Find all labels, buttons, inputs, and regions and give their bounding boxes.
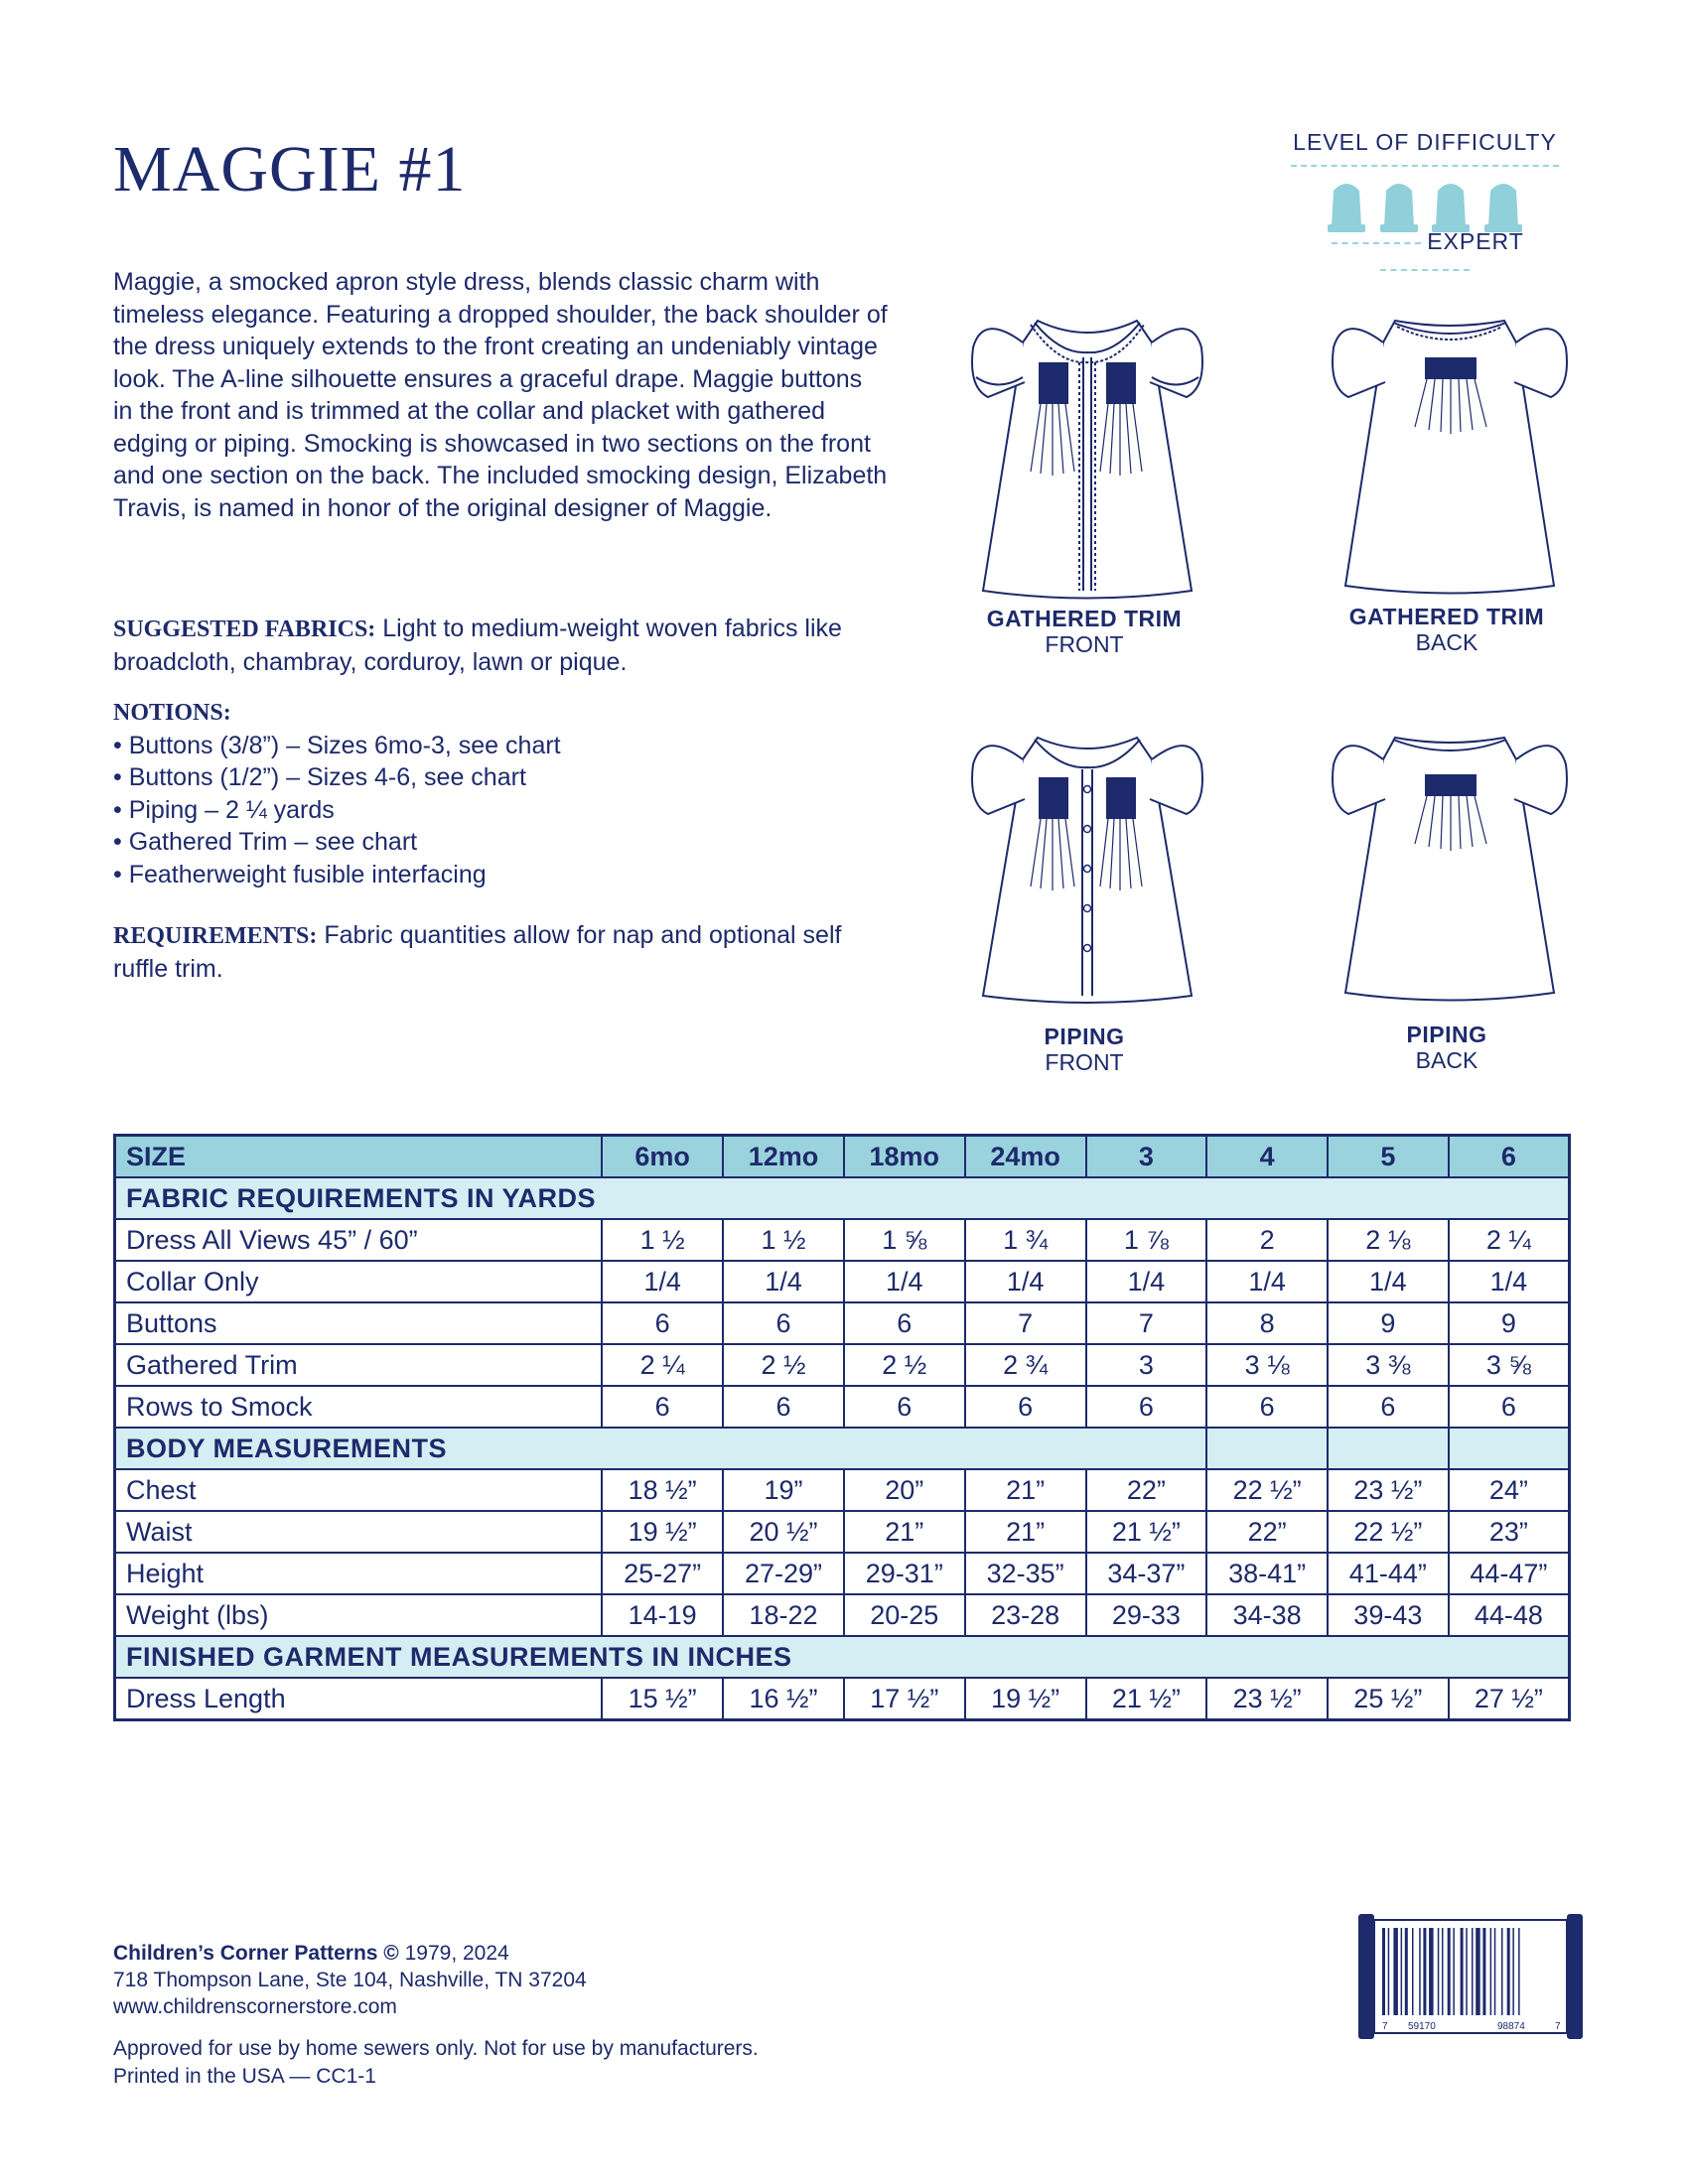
requirements-section [113, 919, 888, 985]
company-name: Children’s Corner Patterns © [113, 1942, 399, 1965]
table-cell: 6 [602, 1386, 723, 1428]
row-label: Chest [115, 1469, 603, 1511]
table-cell: 25 ½” [1328, 1678, 1449, 1720]
size-chart-table [113, 1134, 1571, 1721]
table-cell: 21 ½” [1086, 1511, 1207, 1553]
row-label: Waist [115, 1511, 603, 1553]
barcode-bar [1512, 1928, 1514, 2015]
barcode-bar [1393, 1928, 1398, 2015]
notion-item: • Buttons (3/8”) – Sizes 6mo-3, see chart [113, 730, 888, 762]
table-cell: 22” [1086, 1469, 1207, 1511]
view-caption [1318, 1022, 1576, 1073]
size-column-header: 6 [1449, 1136, 1570, 1178]
requirements-heading: REQUIREMENTS: [113, 923, 318, 949]
table-row [115, 1594, 1570, 1636]
table-cell: 27-29” [723, 1553, 844, 1594]
table-cell: 32-35” [965, 1553, 1086, 1594]
difficulty-label: LEVEL OF DIFFICULTY [1293, 129, 1557, 155]
section-title: BODY MEASUREMENTS [115, 1428, 1207, 1469]
barcode-bar [1476, 1928, 1480, 2015]
table-cell: 1/4 [1206, 1261, 1328, 1302]
row-label: Rows to Smock [115, 1386, 603, 1428]
table-cell: 1/4 [1086, 1261, 1207, 1302]
table-cell: 14-19 [602, 1594, 723, 1636]
table-cell: 29-33 [1086, 1594, 1207, 1636]
page-title: MAGGIE #1 [113, 133, 467, 205]
section-row [115, 1636, 1570, 1678]
section-title: FABRIC REQUIREMENTS IN YARDS [115, 1177, 1570, 1219]
table-cell: 19 ½” [602, 1511, 723, 1553]
size-column-header: 24mo [965, 1136, 1086, 1178]
thimble-icon [1482, 175, 1524, 234]
barcode-bar [1412, 1928, 1414, 2015]
table-row [115, 1261, 1570, 1302]
size-column-header: 12mo [723, 1136, 844, 1178]
table-cell: 6 [965, 1386, 1086, 1428]
barcode-bar [1507, 1928, 1510, 2015]
view-caption-side: FRONT [1045, 631, 1124, 657]
table-cell: 23 ½” [1328, 1469, 1449, 1511]
table-cell: 1/4 [1328, 1261, 1449, 1302]
table-cell: 6 [1449, 1386, 1570, 1428]
table-cell: 1/4 [723, 1261, 844, 1302]
barcode-digit-left: 7 [1382, 2021, 1388, 2032]
table-cell: 34-37” [1086, 1553, 1207, 1594]
view-caption [955, 606, 1213, 657]
company-address: 718 Thompson Lane, Ste 104, Nashville, TN 37204 [113, 1969, 587, 1991]
table-cell: 3 ⅝ [1449, 1344, 1570, 1386]
fabrics-text: Light to medium-weight woven fabrics like broadcloth, chambray, corduroy, lawn or pique. [113, 614, 842, 676]
section-row [115, 1177, 1570, 1219]
table-cell: 29-31” [844, 1553, 965, 1594]
table-cell: 3 ⅛ [1206, 1344, 1328, 1386]
table-cell: 15 ½” [602, 1678, 723, 1720]
barcode-group-2: 98874 [1497, 2021, 1525, 2032]
view-caption-title: PIPING [1044, 1024, 1125, 1049]
thimble-icon [1430, 175, 1472, 234]
table-cell: 27 ½” [1449, 1678, 1570, 1720]
barcode-bar [1429, 1928, 1434, 2015]
table-cell: 21” [965, 1469, 1086, 1511]
table-cell: 23-28 [965, 1594, 1086, 1636]
table-cell: 6 [844, 1386, 965, 1428]
table-cell: 3 ⅜ [1328, 1344, 1449, 1386]
table-cell: 34-38 [1206, 1594, 1328, 1636]
size-column-header: 5 [1328, 1136, 1449, 1178]
table-cell: 22 ½” [1206, 1469, 1328, 1511]
notions-list [113, 730, 888, 891]
table-cell: 6 [602, 1302, 723, 1344]
view-caption-side: BACK [1415, 1047, 1478, 1073]
barcode-digit-right: 7 [1555, 2021, 1561, 2032]
table-cell: 25-27” [602, 1553, 723, 1594]
table-cell: 21 ½” [1086, 1678, 1207, 1720]
size-column-header: 3 [1086, 1136, 1207, 1178]
section-row [115, 1428, 1570, 1469]
approval-text: Approved for use by home sewers only. Not for use by manufacturers. [113, 2037, 759, 2060]
table-cell: 41-44” [1328, 1553, 1449, 1594]
table-cell: 6 [844, 1302, 965, 1344]
table-row [115, 1678, 1570, 1720]
table-cell: 2 ½ [844, 1344, 965, 1386]
table-cell: 9 [1328, 1302, 1449, 1344]
barcode-bar [1518, 1928, 1520, 2015]
suggested-fabrics [113, 613, 888, 678]
table-cell: 7 [1086, 1302, 1207, 1344]
table-cell: 2 ¾ [965, 1344, 1086, 1386]
notions-section [113, 697, 888, 890]
table-cell: 21” [965, 1511, 1086, 1553]
printed-text: Printed in the USA — CC1-1 [113, 2065, 376, 2088]
table-cell: 18-22 [723, 1594, 844, 1636]
table-cell: 20” [844, 1469, 965, 1511]
barcode-bar [1438, 1928, 1440, 2015]
barcode-group-1: 59170 [1408, 2021, 1436, 2032]
size-header-row [115, 1136, 1570, 1178]
table-cell: 17 ½” [844, 1678, 965, 1720]
table-cell: 18 ½” [602, 1469, 723, 1511]
table-cell: 38-41” [1206, 1553, 1328, 1594]
barcode-bar [1472, 1928, 1474, 2015]
dress-sketch-piping-front [943, 720, 1231, 1008]
barcode-bar [1453, 1928, 1455, 2015]
difficulty-divider [1291, 165, 1559, 167]
table-cell: 2 ½ [723, 1344, 844, 1386]
table-cell: 44-48 [1449, 1594, 1570, 1636]
view-caption-side: FRONT [1045, 1049, 1124, 1075]
pattern-description: Maggie, a smocked apron style dress, blends classic charm with timeless elegance. Featuring a dropped shoulder, the back shoulder of the dress uniquely extends to the front creating an undeniably vintage look. The A-line silhouette ensures a graceful drape. Maggie buttons in the front and is trimmed at the collar and placket with gathered edging or piping. Smocking is showcased in two sections on the front and one section on the back. The included smocking design, Elizabeth Travis, is named in honor of the original designer of Maggie. [113, 268, 888, 522]
table-row [115, 1553, 1570, 1594]
table-cell: 39-43 [1328, 1594, 1449, 1636]
barcode-bar [1401, 1928, 1403, 2015]
notion-item: • Piping – 2 ¼ yards [113, 794, 888, 827]
view-caption-side: BACK [1415, 629, 1478, 655]
notions-heading: NOTIONS: [113, 700, 231, 726]
table-cell: 22 ½” [1328, 1511, 1449, 1553]
table-cell: 6 [723, 1386, 844, 1428]
table-cell: 1/4 [965, 1261, 1086, 1302]
row-label: Dress Length [115, 1678, 603, 1720]
table-cell: 22” [1206, 1511, 1328, 1553]
barcode-bar [1494, 1928, 1496, 2015]
view-caption [955, 1024, 1213, 1075]
table-cell: 1 ⅞ [1086, 1219, 1207, 1261]
table-cell: 1 ½ [602, 1219, 723, 1261]
table-cell: 2 ¼ [602, 1344, 723, 1386]
barcode-bar [1419, 1928, 1421, 2015]
fabrics-heading: SUGGESTED FABRICS: [113, 616, 376, 642]
size-column-header: 6mo [602, 1136, 723, 1178]
table-cell: 6 [1206, 1386, 1328, 1428]
table-cell: 1 ½ [723, 1219, 844, 1261]
row-label: Buttons [115, 1302, 603, 1344]
table-row [115, 1344, 1570, 1386]
table-cell: 21” [844, 1511, 965, 1553]
barcode-bar [1405, 1928, 1408, 2015]
view-caption-title: GATHERED TRIM [986, 606, 1183, 631]
barcode-bar [1388, 1928, 1390, 2015]
view-caption [1318, 604, 1576, 655]
table-cell: 20-25 [844, 1594, 965, 1636]
view-caption-title: PIPING [1406, 1022, 1487, 1047]
difficulty-indicator [1281, 129, 1569, 254]
table-cell: 1/4 [1449, 1261, 1570, 1302]
size-chart-body [115, 1136, 1570, 1720]
barcode-bar [1466, 1928, 1468, 2015]
row-label: Height [115, 1553, 603, 1594]
table-row [115, 1386, 1570, 1428]
table-cell: 6 [1086, 1386, 1207, 1428]
table-cell: 8 [1206, 1302, 1328, 1344]
barcode-bar [1461, 1928, 1464, 2015]
table-cell: 7 [965, 1302, 1086, 1344]
table-cell: 1 ⅝ [844, 1219, 965, 1261]
thimble-rating [1326, 175, 1524, 236]
barcode-bar [1423, 1928, 1426, 2015]
copyright-years: 1979, 2024 [398, 1942, 509, 1965]
table-row [115, 1511, 1570, 1553]
table-cell: 24” [1449, 1469, 1570, 1511]
size-column-header: 4 [1206, 1136, 1328, 1178]
table-cell: 1/4 [602, 1261, 723, 1302]
row-label: Gathered Trim [115, 1344, 603, 1386]
table-cell: 6 [1328, 1386, 1449, 1428]
barcode-bar [1490, 1928, 1492, 2015]
table-cell: 2 ⅛ [1328, 1219, 1449, 1261]
row-label: Dress All Views 45” / 60” [115, 1219, 603, 1261]
table-cell: 16 ½” [723, 1678, 844, 1720]
table-cell: 23 ½” [1206, 1678, 1328, 1720]
row-label: Collar Only [115, 1261, 603, 1302]
table-cell: 3 [1086, 1344, 1207, 1386]
table-cell: 6 [723, 1302, 844, 1344]
notion-item: • Featherweight fusible interfacing [113, 859, 888, 891]
size-column-header: 18mo [844, 1136, 965, 1178]
dress-sketch-gathered-back [1306, 303, 1594, 601]
table-cell: 2 ¼ [1449, 1219, 1570, 1261]
view-caption-title: GATHERED TRIM [1348, 604, 1545, 629]
difficulty-level [1281, 228, 1569, 282]
difficulty-level-text: EXPERT [1427, 228, 1524, 254]
barcode-bar [1442, 1928, 1444, 2015]
thimble-icon [1378, 175, 1420, 234]
table-row [115, 1469, 1570, 1511]
notion-item: • Buttons (1/2”) – Sizes 4-6, see chart [113, 761, 888, 794]
barcode-bar [1382, 1928, 1385, 2015]
table-cell: 9 [1449, 1302, 1570, 1344]
size-header-label: SIZE [115, 1136, 603, 1178]
section-title: FINISHED GARMENT MEASUREMENTS IN INCHES [115, 1636, 1570, 1678]
barcode-image [1358, 1914, 1583, 2039]
table-row [115, 1219, 1570, 1261]
table-row [115, 1302, 1570, 1344]
table-cell: 2 [1206, 1219, 1328, 1261]
barcode-bar [1448, 1928, 1451, 2015]
table-cell: 19” [723, 1469, 844, 1511]
usage-notice [113, 2035, 759, 2091]
table-cell: 1/4 [844, 1261, 965, 1302]
notion-item: • Gathered Trim – see chart [113, 826, 888, 859]
company-website[interactable]: www.childrenscornerstore.com [113, 1995, 397, 2018]
table-cell: 1 ¾ [965, 1219, 1086, 1261]
row-label: Weight (lbs) [115, 1594, 603, 1636]
thimble-icon [1326, 175, 1367, 234]
barcode-bar [1482, 1928, 1485, 2015]
table-cell: 20 ½” [723, 1511, 844, 1553]
table-cell: 23” [1449, 1511, 1570, 1553]
table-cell: 44-47” [1449, 1553, 1570, 1594]
publisher-info [113, 1940, 587, 2020]
requirements-text: Fabric quantities allow for nap and optional self ruffle trim. [113, 921, 842, 983]
table-cell: 19 ½” [965, 1678, 1086, 1720]
barcode-bar [1501, 1928, 1503, 2015]
dress-sketch-piping-back [1306, 720, 1594, 1008]
dress-sketch-gathered-front [943, 303, 1231, 601]
